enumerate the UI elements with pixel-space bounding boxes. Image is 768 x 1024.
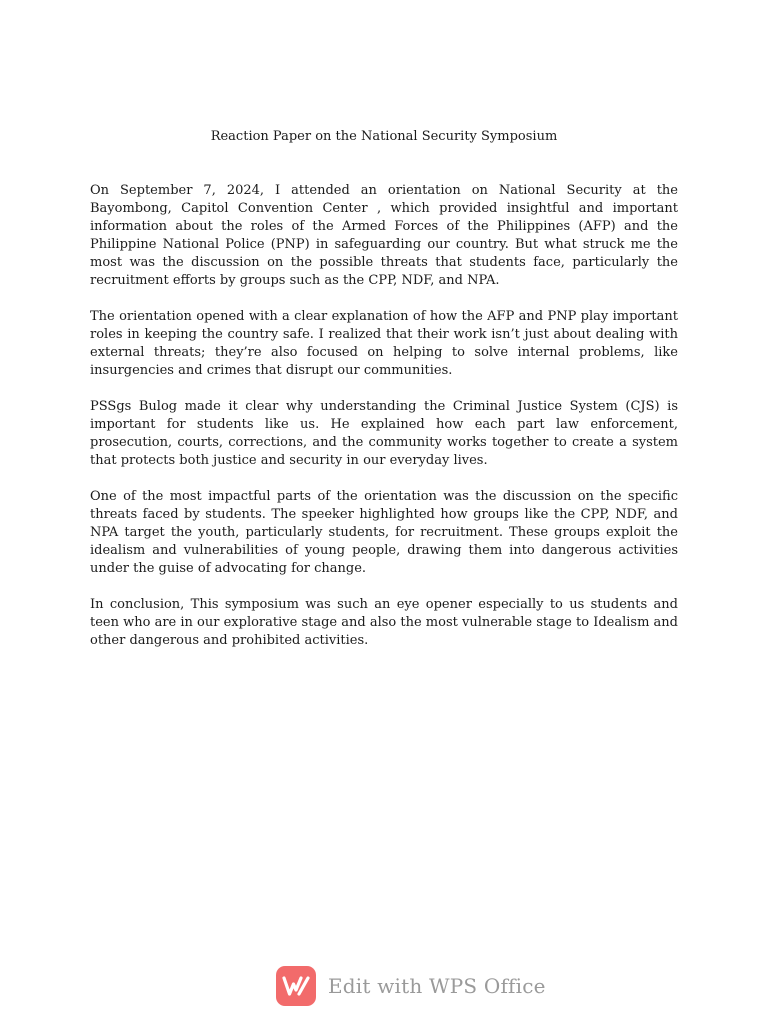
wps-w-glyph-icon — [282, 975, 310, 997]
page-title: Reaction Paper on the National Security Symposium — [210, 129, 558, 144]
paragraph-3: PSSgs Bulog made it clear why understanding the Criminal Justice System (CJS) is important for students like us. He explained how each part law enforcement, prosecution, courts, corrections, and the community works together to create a system that protects both justice and security in our everyday lives. — [90, 399, 678, 468]
paragraph-1: On September 7, 2024, I attended an orientation on National Security at the Bayombong, Capitol Convention Center , which provided insightful and important information about the roles of the Armed Forces of the Philippines (AFP) and the Philippine National Police (PNP) in safeguarding our country. But what struck me the most was the discussion on the possible threats that students face, particularly the recruitment efforts by groups such as the CPP, NDF, and NPA. — [90, 183, 678, 288]
wps-office-watermark[interactable] — [276, 964, 546, 1008]
document-body — [90, 182, 678, 650]
paragraph-5: In conclusion, This symposium was such an eye opener especially to us students and teen who are in our explorative stage and also the most vulnerable stage to Idealism and other dangerous and prohibited activities. — [90, 597, 678, 648]
paragraph-4: One of the most impactful parts of the orientation was the discussion on the specific threats faced by students. The speeker highlighted how groups like the CPP, NDF, and NPA target the youth, particularly students, for recruitment. These groups exploit the idealism and vulnerabilities of young people, drawing them into dangerous activities under the guise of advocating for change. — [90, 489, 678, 576]
wps-office-logo-icon — [276, 966, 316, 1006]
wps-office-label: Edit with WPS Office — [328, 974, 546, 998]
paragraph-2: The orientation opened with a clear explanation of how the AFP and PNP play important roles in keeping the country safe. I realized that their work isn’t just about dealing with external threats; they’re also focused on helping to solve internal problems, like insurgencies and crimes that disrupt our communities. — [90, 309, 678, 378]
